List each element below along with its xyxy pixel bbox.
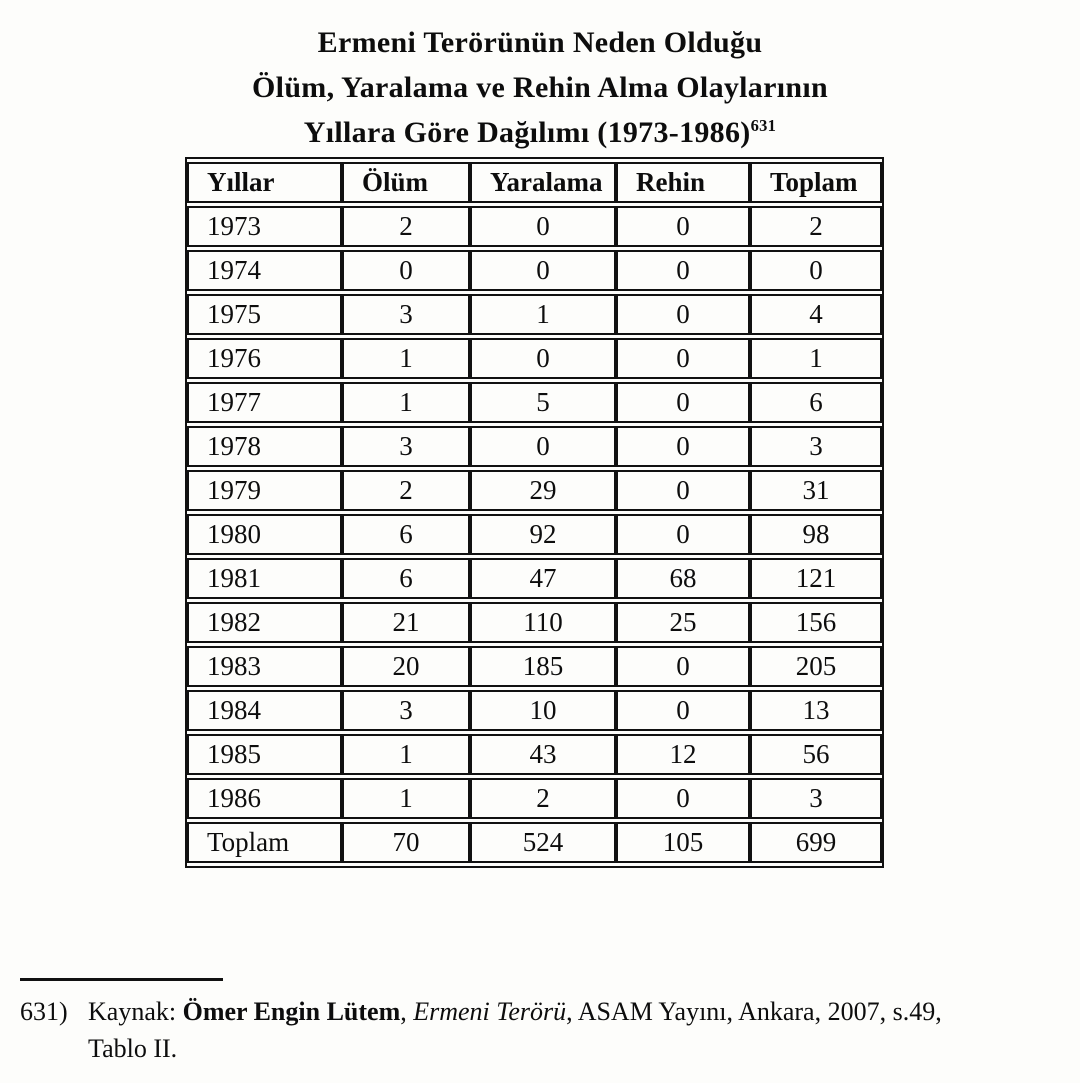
value-cell: 0 — [616, 778, 750, 819]
total-value-cell: 524 — [470, 822, 616, 863]
value-cell: 5 — [470, 382, 616, 423]
value-cell: 13 — [750, 690, 882, 731]
value-cell: 0 — [470, 206, 616, 247]
total-value-cell: 70 — [342, 822, 470, 863]
year-cell: 1979 — [187, 470, 342, 511]
value-cell: 0 — [616, 250, 750, 291]
year-cell: 1975 — [187, 294, 342, 335]
value-cell: 1 — [342, 338, 470, 379]
table-row — [187, 426, 882, 467]
value-cell: 25 — [616, 602, 750, 643]
value-cell: 10 — [470, 690, 616, 731]
table-row — [187, 734, 882, 775]
year-cell: 1983 — [187, 646, 342, 687]
value-cell: 1 — [750, 338, 882, 379]
value-cell: 205 — [750, 646, 882, 687]
value-cell: 56 — [750, 734, 882, 775]
table-header-row — [187, 162, 882, 203]
table-row — [187, 602, 882, 643]
footnote-line-1: Kaynak: Ömer Engin Lütem, Ermeni Terörü, ASAM Yayını, Ankara, 2007, s.49, — [88, 997, 942, 1026]
value-cell: 110 — [470, 602, 616, 643]
year-cell: 1974 — [187, 250, 342, 291]
value-cell: 43 — [470, 734, 616, 775]
year-cell: 1980 — [187, 514, 342, 555]
value-cell: 0 — [616, 470, 750, 511]
header-cell-hostages: Rehin — [616, 162, 750, 203]
value-cell: 0 — [616, 514, 750, 555]
value-cell: 3 — [342, 294, 470, 335]
value-cell: 0 — [342, 250, 470, 291]
value-cell: 1 — [342, 734, 470, 775]
value-cell: 2 — [342, 470, 470, 511]
value-cell: 6 — [750, 382, 882, 423]
value-cell: 1 — [342, 778, 470, 819]
table-row — [187, 690, 882, 731]
table-row — [187, 294, 882, 335]
table-row — [187, 206, 882, 247]
value-cell: 3 — [342, 426, 470, 467]
year-cell: 1985 — [187, 734, 342, 775]
value-cell: 0 — [616, 206, 750, 247]
table-total-row — [187, 822, 882, 863]
header-cell-deaths: Ölüm — [342, 162, 470, 203]
footnote-author: Ömer Engin Lütem — [182, 997, 401, 1026]
value-cell: 92 — [470, 514, 616, 555]
total-label-cell: Toplam — [187, 822, 342, 863]
value-cell: 185 — [470, 646, 616, 687]
value-cell: 6 — [342, 514, 470, 555]
table-row — [187, 470, 882, 511]
value-cell: 0 — [616, 294, 750, 335]
footnote-text — [88, 993, 1050, 1067]
year-cell: 1976 — [187, 338, 342, 379]
page-title — [0, 20, 1080, 155]
value-cell: 2 — [342, 206, 470, 247]
value-cell: 98 — [750, 514, 882, 555]
value-cell: 1 — [342, 382, 470, 423]
value-cell: 47 — [470, 558, 616, 599]
year-cell: 1982 — [187, 602, 342, 643]
value-cell: 20 — [342, 646, 470, 687]
total-value-cell: 699 — [750, 822, 882, 863]
year-cell: 1978 — [187, 426, 342, 467]
value-cell: 0 — [616, 690, 750, 731]
table-row — [187, 646, 882, 687]
title-line-3 — [0, 110, 1080, 155]
header-cell-years: Yıllar — [187, 162, 342, 203]
value-cell: 0 — [470, 426, 616, 467]
year-cell: 1986 — [187, 778, 342, 819]
footnote-work-title: Ermeni Terörü — [413, 997, 567, 1026]
value-cell: 12 — [616, 734, 750, 775]
value-cell: 3 — [750, 426, 882, 467]
table-row — [187, 382, 882, 423]
value-cell: 0 — [616, 338, 750, 379]
value-cell: 0 — [470, 338, 616, 379]
title-line-2: Ölüm, Yaralama ve Rehin Alma Olaylarının — [252, 71, 828, 104]
table-row — [187, 338, 882, 379]
value-cell: 0 — [616, 426, 750, 467]
year-cell: 1984 — [187, 690, 342, 731]
value-cell: 31 — [750, 470, 882, 511]
footnote-publication: , ASAM Yayını, Ankara, 2007, s.49, — [566, 997, 942, 1026]
table-row — [187, 778, 882, 819]
footnote-source-label: Kaynak: — [88, 997, 183, 1026]
value-cell: 121 — [750, 558, 882, 599]
value-cell: 0 — [750, 250, 882, 291]
title-footnote-ref: 631 — [750, 116, 777, 135]
value-cell: 0 — [470, 250, 616, 291]
year-cell: 1981 — [187, 558, 342, 599]
value-cell: 2 — [470, 778, 616, 819]
table-row — [187, 250, 882, 291]
footnote-marker: 631) — [20, 997, 68, 1026]
header-cell-total: Toplam — [750, 162, 882, 203]
footnote-line-2: Tablo II. — [88, 1034, 178, 1063]
value-cell: 156 — [750, 602, 882, 643]
footnote — [20, 978, 1050, 1067]
value-cell: 1 — [470, 294, 616, 335]
title-line-1: Ermeni Terörünün Neden Olduğu — [317, 26, 763, 59]
value-cell: 0 — [616, 646, 750, 687]
title-line-3-text: Yıllara Göre Dağılımı (1973-1986) — [303, 116, 751, 149]
value-cell: 2 — [750, 206, 882, 247]
value-cell: 6 — [342, 558, 470, 599]
value-cell: 3 — [750, 778, 882, 819]
total-value-cell: 105 — [616, 822, 750, 863]
value-cell: 68 — [616, 558, 750, 599]
footnote-separator-rule — [20, 978, 223, 981]
value-cell: 29 — [470, 470, 616, 511]
value-cell: 21 — [342, 602, 470, 643]
events-by-year-table — [185, 157, 884, 868]
table-row — [187, 514, 882, 555]
value-cell: 3 — [342, 690, 470, 731]
value-cell: 4 — [750, 294, 882, 335]
value-cell: 0 — [616, 382, 750, 423]
table-row — [187, 558, 882, 599]
header-cell-injuries: Yaralama — [470, 162, 616, 203]
year-cell: 1977 — [187, 382, 342, 423]
year-cell: 1973 — [187, 206, 342, 247]
